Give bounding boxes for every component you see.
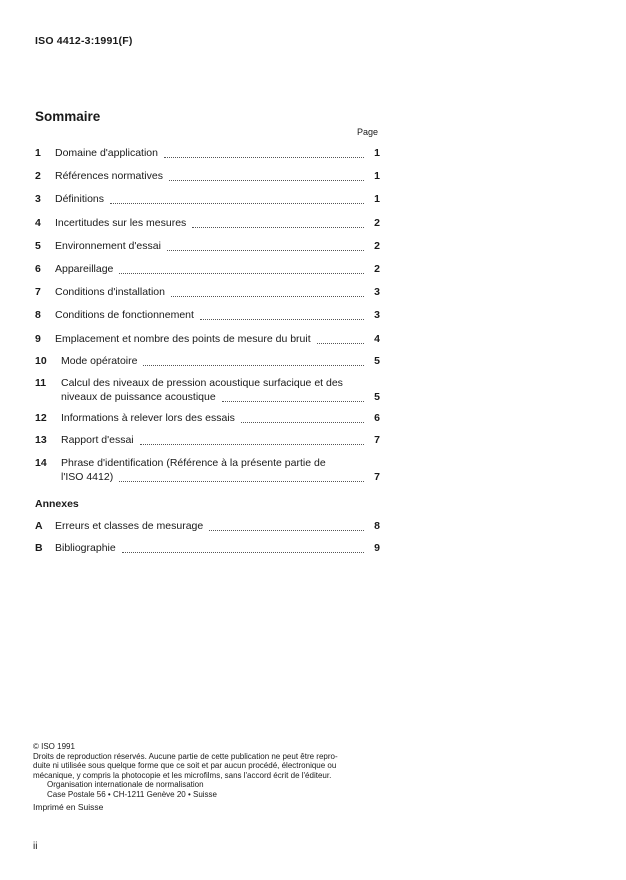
toc-item (35, 170, 380, 184)
toc-item (35, 377, 380, 405)
toc-title: Références normatives (55, 170, 163, 182)
toc-item (35, 412, 380, 426)
address-line: Case Postale 56 • CH-1211 Genève 20 • Suisse (47, 789, 217, 799)
toc-title: Environnement d'essai (55, 240, 161, 252)
toc-page-number: 6 (374, 412, 380, 424)
toc-title: Incertitudes sur les mesures (55, 217, 187, 229)
toc-dot-leader (119, 481, 364, 482)
page-column-header: Page (357, 127, 379, 137)
toc-number: 6 (35, 263, 41, 275)
toc-dot-leader (317, 343, 364, 344)
toc-dot-leader (222, 401, 364, 402)
rights-line: Droits de reproduction réservés. Aucune partie de cette publication ne peut être repro- (33, 751, 338, 761)
toc-item (35, 263, 380, 277)
toc-page-number: 5 (374, 391, 380, 403)
rights-line: duite ni utilisée sous quelque forme que ce soit et par aucun procédé, électronique ou (33, 761, 337, 771)
toc-dot-leader (200, 319, 364, 320)
toc-title: Informations à relever lors des essais (61, 412, 235, 424)
toc-dot-leader (192, 227, 364, 228)
annex-page-number: 8 (374, 520, 380, 532)
copyright-line: © ISO 1991 (33, 742, 75, 751)
toc-page-number: 1 (374, 147, 380, 159)
toc-title: Emplacement et nombre des points de mesure du bruit (55, 333, 311, 345)
toc-title: niveaux de puissance acoustique (61, 391, 216, 403)
toc-title: l'ISO 4412) (61, 471, 114, 483)
toc-number: 12 (35, 412, 47, 424)
toc-page-number: 2 (374, 217, 380, 229)
annex-dot-leader (122, 552, 364, 553)
toc-item (35, 240, 380, 254)
toc-number: 1 (35, 147, 41, 159)
toc-page-number: 3 (374, 286, 380, 298)
toc-page-number: 7 (374, 434, 380, 446)
annex-item (35, 542, 380, 556)
annex-number: A (35, 520, 43, 532)
copyright-block (33, 742, 383, 800)
annexes-heading: Annexes (35, 498, 79, 510)
toc-dot-leader (143, 365, 364, 366)
toc-item (35, 355, 380, 369)
toc-item (35, 147, 380, 161)
toc-number: 2 (35, 170, 41, 182)
toc-title: Rapport d'essai (61, 434, 134, 446)
toc-page-number: 1 (374, 170, 380, 182)
document-id: ISO 4412-3:1991(F) (35, 35, 133, 47)
toc-dot-leader (241, 422, 364, 423)
toc-number: 7 (35, 286, 41, 298)
toc-number: 10 (35, 355, 47, 367)
toc-number: 3 (35, 193, 41, 205)
toc-page-number: 2 (374, 240, 380, 252)
toc-number: 8 (35, 309, 41, 321)
annex-title: Erreurs et classes de mesurage (55, 520, 204, 532)
toc-number: 14 (35, 457, 47, 469)
toc-item (35, 309, 380, 323)
toc-number: 13 (35, 434, 47, 446)
toc-page-number: 4 (374, 333, 380, 345)
toc-title: Appareillage (55, 263, 114, 275)
toc-dot-leader (169, 180, 364, 181)
toc-page-number: 1 (374, 193, 380, 205)
toc-number: 11 (35, 377, 47, 389)
toc-title: Calcul des niveaux de pression acoustique surfacique et des (61, 377, 343, 389)
toc-page-number: 2 (374, 263, 380, 275)
toc-dot-leader (140, 444, 364, 445)
toc-title: Sommaire (35, 109, 101, 124)
annex-number: B (35, 542, 43, 554)
rights-line: mécanique, y compris la photocopie et les microfilms, sans l'accord écrit de l'éditeur. (33, 770, 332, 780)
toc-dot-leader (110, 203, 364, 204)
toc-title: Mode opératoire (61, 355, 138, 367)
annex-title: Bibliographie (55, 542, 116, 554)
toc-number: 5 (35, 240, 41, 252)
toc-page-number: 7 (374, 471, 380, 483)
printed-in: Imprimé en Suisse (33, 802, 104, 812)
organization-line: Organisation internationale de normalisation (47, 780, 204, 790)
toc-number: 4 (35, 217, 41, 229)
toc-title: Domaine d'application (55, 147, 158, 159)
annex-page-number: 9 (374, 542, 380, 554)
toc-dot-leader (164, 157, 364, 158)
toc-title: Phrase d'identification (Référence à la présente partie de (61, 457, 326, 469)
toc-page-number: 5 (374, 355, 380, 367)
toc-number: 9 (35, 333, 41, 345)
toc-dot-leader (171, 296, 364, 297)
toc-item (35, 434, 380, 448)
toc-item (35, 193, 380, 207)
annex-dot-leader (209, 530, 364, 531)
toc-item (35, 286, 380, 300)
page-number: ii (33, 841, 38, 852)
annex-item (35, 520, 380, 534)
toc-title: Définitions (55, 193, 105, 205)
toc-item (35, 333, 380, 347)
toc-item (35, 217, 380, 231)
toc-dot-leader (167, 250, 364, 251)
toc-page-number: 3 (374, 309, 380, 321)
toc-title: Conditions d'installation (55, 286, 165, 298)
toc-item (35, 457, 380, 485)
toc-title: Conditions de fonctionnement (55, 309, 194, 321)
toc-dot-leader (119, 273, 364, 274)
